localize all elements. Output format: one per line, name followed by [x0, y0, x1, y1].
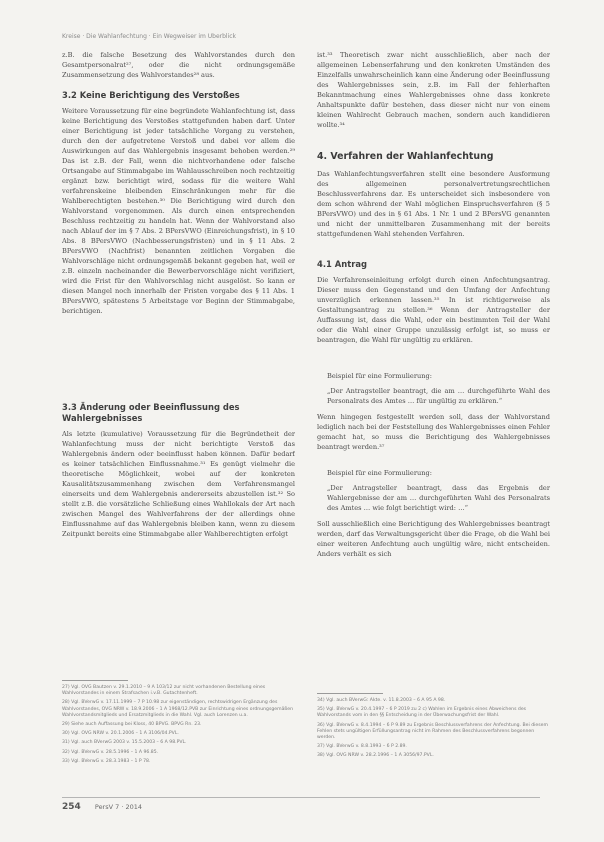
footnote-rule [317, 693, 383, 694]
footnote: 31) Vgl. auch BVerwG 2003 v. 15.5.2003 – 6 A 98.PVL. [62, 740, 187, 746]
footer-rule [62, 797, 540, 798]
footnote: 30) Vgl. OVG NRW v. 20.1.2006 – 1 A 3106/04.PVL. [62, 731, 179, 737]
footnotes-left [62, 685, 295, 768]
footnote: 28) Vgl. BVerwG v. 17.11.1999 – 7 P 10.98 zur eigenständigen, rechtswidrigen Ergänzung des Wahlvorstandes, OVG NRW v. 18.9.2006 – 1 A 1968/12.PVB zur Einrichtung eines ordnungsgemäßen Wahlvorstandsmitglieds und Ersatzmitglieds in die Wahl. Vgl. auch Lorenzen u.a. [62, 700, 294, 718]
footnote-rule [62, 680, 128, 681]
paragraph: Wenn hingegen festgestellt werden soll, dass der Wahlvorstand lediglich nach bei der Feststellung des Wahlergebnisses einen Fehler gemacht hat, so muss die Berichtigung des Wahlergebnisses beantragt werden.³⁷ [317, 413, 550, 451]
page-footer [62, 802, 142, 812]
footnote: 38) Vgl. OVG NRW v. 28.2.1996 – 1 A 3056/97.PVL. [317, 753, 434, 759]
left-column [62, 50, 295, 629]
example-label: Beispiel für eine Formulierung: [327, 469, 432, 477]
paragraph: Weitere Voraussetzung für eine begründete Wahlanfechtung ist, dass keine Berichtigung des Verstoßes stattgefunden haben darf. Unter einer Berichtigung ist jeder tatsächliche Vorgang zu verstehen, durch den der aufgetretene Verstoß und dabei vor allem die Auswirkungen auf das Wahlergebnis insgesamt behoben werden.²⁹ Das ist z.B. der Fall, wenn die nichtvorhandene oder falsche Ortsangabe auf Stimmabgabe im Wahlausschreiben noch rechtzeitig ergänzt bzw. berichtigt wird, sodass für die weitere Wahl verfahrenskeine bleibenden Einschränkungen mehr für die Wahlberechtigten bestehen.³⁰ Die Berichtigung wird durch den Wahlvorstand vorgenommen. Als durch einen entsprechenden Beschluss rechtzeitig zu handeln hat. Wenn der Wahlvorstand also nach Ablauf der im § 7 Abs. 2 BPersVWO (Einreichungsfrist), in § 10 Abs. 8 BPersVWO (Nachbesserungsfristen) und in § 11 Abs. 2 BPersVWO (Nachfrist) benannten zeitlichen Vorgaben die Wahlvorschläge nicht ordnungsgemäß bekannt gegeben hat, weil er z.B. einzeln nacheinander die Bewerbervorschläge nicht verifiziert, wird die Frist für den Wahlvorschlag nicht ausgelöst. So kann er diesen Mangel noch innerhalb der Fristen vorgabe des § 11 Abs. 1 BPersVWO, spätestens 5 Arbeitstage vor Beginn der Stimmabgabe, berichtigen. [62, 107, 295, 315]
example-quote: „Der Antragsteller beantragt, die am … durchgeführte Wahl des Personalrats des Amtes … für ungültig zu erklären.“ [327, 387, 550, 405]
paragraph: z.B. die falsche Besetzung des Wahlvorstandes durch den Gesamtpersonalrat²⁷, oder die nicht ordnungsgemäße Zusammensetzung des Wahlvorstandes²⁸ aus. [62, 51, 295, 79]
running-head: Kreise · Die Wahlanfechtung · Ein Wegweiser im Überblick [62, 33, 237, 40]
section-heading-3-3: 3.3 Änderung oder Beeinflussung des Wahlergebnisses [62, 402, 240, 423]
paragraph: ist.³³ Theoretisch zwar nicht ausschließlich, aber nach der allgemeinen Lebenserfahrung und den konkreten Umständen des Einzelfalls unwahrscheinlich kann eine Änderung oder Beeinflussung des Wahlergebnisses sein, z.B. im Fall der fehlerhaften Bekanntmachung eines Wahlergebnisses ohne dass konkrete Anhaltspunkte dafür bestehen, dass dieser nicht nur von einem kleinen Wahlrecht Gebrauch machen, sondern auch kandidieren wollte.³⁴ [317, 51, 550, 129]
section-heading-3-2: 3.2 Keine Berichtigung des Verstoßes [62, 90, 240, 100]
paragraph: Soll ausschließlich eine Berichtigung des Wahlergebnisses beantragt werden, darf das Verwaltungsgericht über die Frage, ob die Wahl bei einer weiteren Anfechtung auch ungültig wäre, nicht entscheiden. Anders verhält es sich [317, 520, 550, 558]
paragraph: Als letzte (kumulative) Voraussetzung für die Begründetheit der Wahlanfechtung muss der nicht berichtigte Verstoß das Wahlergebnis ändern oder beeinflusst haben können. Dafür bedarf es keiner tatsächlichen Einflussnahme.³¹ Es genügt vielmehr die theoretische Möglichkeit, wobei auf der konkreten Kausalitätszusammenhang zwischen dem Verfahrensmangel einerseits und dem Wahlergebnis andererseits abzustellen ist.³² So stellt z.B. die vorsätzliche Schließung eines Wahllokals der Art nach zwischen Mangel des Wahlverfahrens der der allerdings ohne Einflussnahme auf das Wahlergebnis bleiben kann, wenn zu diesem Zeitpunkt bereits eine Stimmabgabe aller Wahlberechtigten erfolgt [62, 430, 295, 538]
issue-label: PersV 7 · 2014 [94, 803, 143, 811]
footnotes-right [317, 698, 550, 763]
example-quote: „Der Antragsteller beantragt, dass das Ergebnis der Wahlergebnisse der am … durchgeführten Wahl des Personalrats des Amtes … wie folgt berichtigt wird: …“ [327, 484, 550, 512]
paragraph: Die Verfahrenseinleitung erfolgt durch einen Anfechtungsantrag. Dieser muss den Gegenstand und den Umfang der Anfechtung unverzüglich erkennen lassen.³⁵ In ist richtigerweise als Gestaltungsantrag zu stellen.³⁶ Wenn der Antragsteller der Auffassung ist, dass die Wahl, oder ein bestimmten Teil der Wahl oder die Wahl einer Gruppe unzulässig erfolgt ist, so muss er beantragen, die Wahl für ungültig zu erklären. [317, 276, 550, 344]
footnote: 37) Vgl. BVerwG v. 8.8.1993 – 6 P 2.89. [317, 744, 407, 750]
footnote: 33) Vgl. BVerwG v. 28.3.1983 – 1 P 78. [62, 758, 151, 764]
page-number: 254 [62, 802, 81, 812]
paragraph: Das Wahlanfechtungsverfahren stellt eine besondere Ausformung des allgemeinen personalvertretungsrechtlichen Beschlussverfahrens dar. Es unterscheidet sich insbesondere von dem schon während der Wahl möglichen Einspruchsverfahren (§ 5 BPersVWO) und des in § 61 Abs. 1 Nr. 1 und 2 BPersVG genannten und nicht der unmittelbaren Zusammenhang mit der bereits stattgefundenen Wahl stehenden Verfahren. [317, 170, 550, 238]
footnote: 35) Vgl. BVerwG v. 20.4.1997 – 6 P 2019 zu 2 c) Wahlen im Ergebnis eines Abweichens des Wahlvorstands vom in den §§ Entscheidung in der Überwachungsfrist der Wahl. [317, 707, 527, 719]
section-heading-4-1: 4.1 Antrag [317, 259, 367, 269]
example-label: Beispiel für eine Formulierung: [327, 372, 432, 380]
section-heading-4: 4. Verfahren der Wahlanfechtung [317, 151, 494, 162]
footnote: 27) Vgl. OVG Bautzen v. 29.1.2010 – 9 A 103/12 zur nicht vorhandenen Bestellung eines Wahlvorstandes in einem Strafsachen i.v.B. Gutachtenheft. [62, 685, 266, 697]
footnote: 34) Vgl. auch BVerwG: Akte. v. 11.8.2003 – 6 A 95 A 98. [317, 698, 446, 703]
footnote: 36) Vgl. BVerwG v. 8.4.1994 – 6 P 9.89 zu Ergebnis Beschlussverfahrens der Anfechtung. Bei diesem Fehlen stets ungültigen Erfüllungsantrag nicht im Rahmen des Beschlussverfahrens begonnen werden. [317, 722, 548, 741]
right-column [317, 50, 550, 569]
footnote: 29) Siehe auch Auffassung bei Kloss, 40 BPVG. BPVG Rn. 23. [62, 722, 202, 728]
footnote: 32) Vgl. BVerwG v. 28.5.1996 – 1 A 96.85. [62, 749, 159, 755]
